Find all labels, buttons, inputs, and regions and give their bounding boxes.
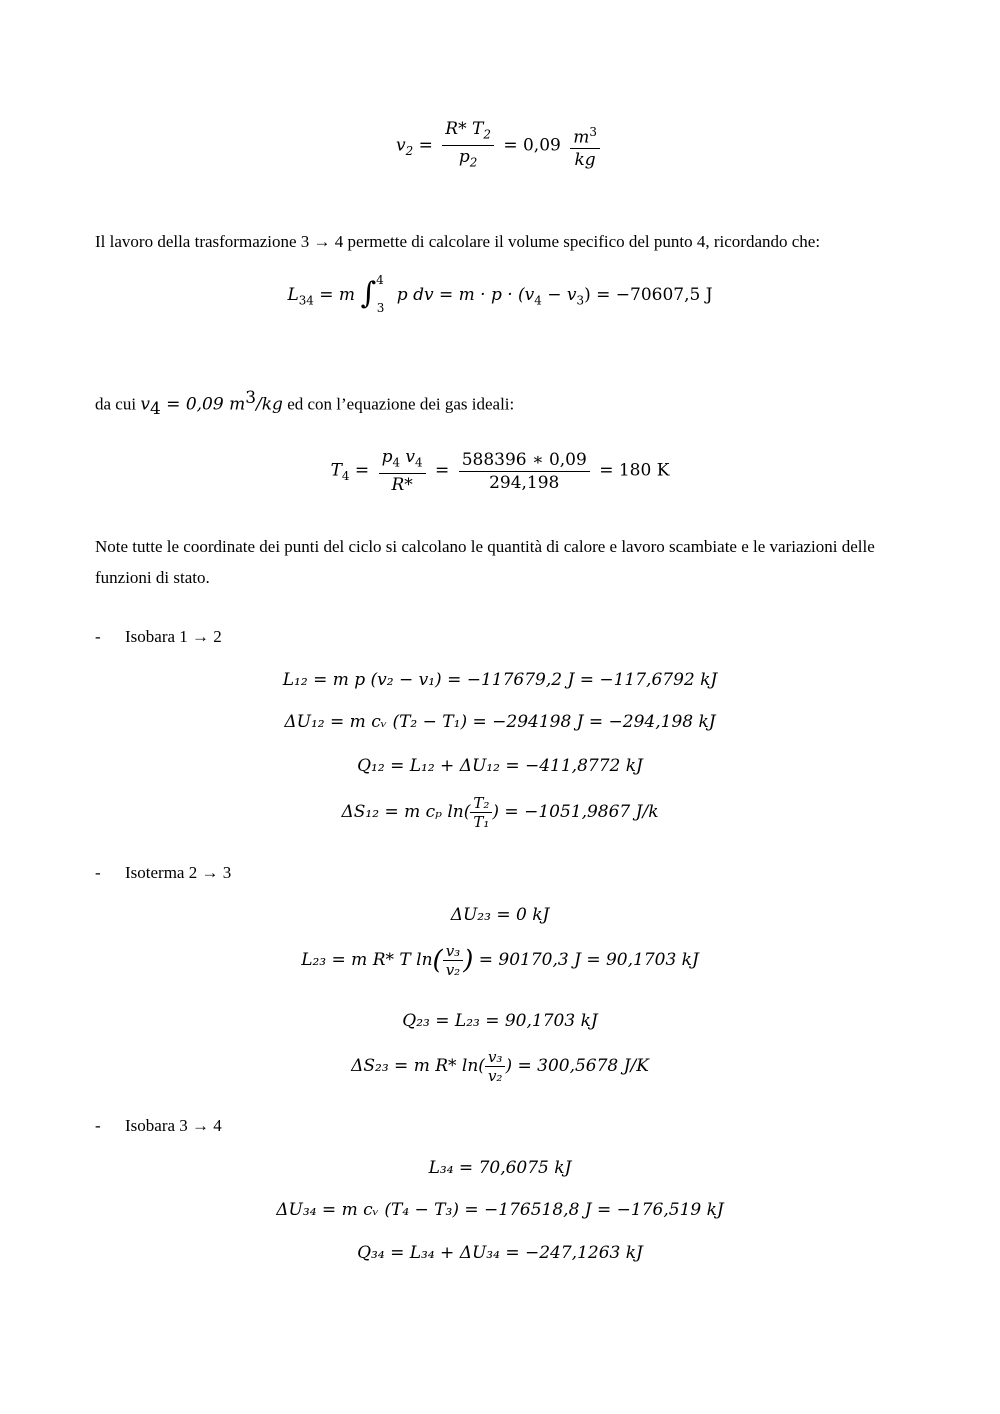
eq-v2-num-sub: 2 [483, 127, 491, 142]
section-1-dash: - [95, 627, 101, 646]
para2-post: ed con l’equazione dei gas ideali: [282, 394, 515, 414]
eq-v2-unit-den: kg [574, 150, 596, 171]
equation-L34-value: L₃₄ = 70,6075 kJ [428, 1158, 572, 1178]
equation-dU34: ΔU₃₄ = m cᵥ (T₄ − T₃) = −176518,8 J = −176,519 kJ [276, 1200, 724, 1220]
eq-v2-fraction [442, 118, 494, 174]
eq-v2-unit [570, 121, 600, 172]
eq-T4-result: = 180 K [599, 460, 670, 481]
eq-dS12-num: T₂ [470, 794, 492, 813]
para2-math: v [140, 394, 150, 415]
eq-L23-post: = 90170,3 J = 90,1703 kJ [473, 950, 699, 970]
eq-T4-num-sub1: 4 [392, 455, 401, 470]
eq-L23-den: v₂ [445, 961, 461, 979]
eq-L34-result: ) = −70607,5 J [584, 285, 713, 305]
section-3-dash: - [95, 1116, 101, 1135]
para2-pre: da cui [95, 394, 141, 414]
eq-v2-lhs: v [396, 135, 406, 156]
eq-L23-rparen: ) [463, 945, 474, 976]
equation-Q12: Q₁₂ = L₁₂ + ΔU₁₂ = −411,8772 kJ [357, 756, 643, 776]
eq-L23-num: v₃ [443, 942, 464, 961]
eq-T4-num: p [381, 447, 393, 467]
equation-dS12 [0, 794, 1000, 831]
equation-dU23: ΔU₂₃ = 0 kJ [450, 905, 550, 925]
equation-T4: $T_4$ = $\frac{p_4 v_4}{R*}$ = $\frac{588396 ∗ 0,09}{294,198}$ = 180 K [330, 447, 670, 496]
eq-T4-den2: 294,198 [489, 472, 560, 493]
eq-v2-unit-sup: 3 [589, 124, 597, 139]
eq-L34-v3-sub: 3 [576, 293, 585, 308]
equation-L12: L₁₂ = m p (v₂ − v₁) = −117679,2 J = −117,6792 kJ [282, 670, 718, 690]
eq-T4-den: R* [391, 475, 413, 496]
eq-L23-frac [443, 942, 464, 979]
equation-dS23 [0, 1048, 1000, 1085]
eq-dS12-den: T₁ [473, 813, 490, 831]
equation-L34 [0, 273, 1000, 315]
eq-v2-den-sub: 2 [469, 155, 478, 170]
eq-T4-num-mid: v [400, 447, 416, 467]
eq-dS12-post: ) = −1051,9867 J/k [492, 802, 659, 822]
eq-L34-mid: = m [319, 285, 356, 305]
eq-L23-lparen: ( [432, 945, 443, 976]
eq-T4-frac1 [379, 446, 426, 496]
section-2-label: Isoterma 2 → 3 [125, 863, 232, 882]
eq-v2-lhs-sub: 2 [405, 143, 414, 158]
eq-L34-lower: 3 [376, 301, 385, 315]
eq-L34-upper: 4 [376, 273, 384, 287]
eq-dS12-frac [470, 794, 492, 831]
eq-v2-unit-num: m [573, 127, 590, 148]
eq-L34-lhs-sub: 34 [298, 293, 314, 308]
eq-L23-pre: L₂₃ = m R* T ln [301, 950, 433, 970]
para2-math-unit: /kg [256, 394, 283, 415]
eq-dS23-pre: ΔS₂₃ = m R* ln( [351, 1056, 485, 1076]
paragraph-1: Il lavoro della trasformazione 3 → 4 permette di calcolare il volume specifico del punto 4, ricordando che: [95, 232, 821, 251]
eq-v2-value: = 0,09 [503, 135, 561, 156]
equation-Q23: Q₂₃ = L₂₃ = 90,1703 kJ [402, 1011, 598, 1031]
para2-math-sup: 3 [245, 388, 257, 408]
paragraph-2 [95, 384, 915, 423]
eq-T4-num2: 588396 ∗ 0,09 [459, 449, 590, 472]
eq-T4-lhs-sub: 4 [341, 469, 350, 484]
eq-L34-lhs: L [287, 285, 299, 305]
section-1-label: Isobara 1 → 2 [125, 627, 222, 646]
eq-dS12-pre: ΔS₁₂ = m cₚ ln( [341, 802, 471, 822]
eq-T4-frac2 [459, 449, 590, 494]
eq-L34-v4-sub: 4 [534, 293, 542, 308]
integral-sign: ∫ [360, 276, 377, 311]
eq-T4-num-sub2: 4 [415, 455, 423, 470]
equation-dU12: ΔU₁₂ = m cᵥ (T₂ − T₁) = −294198 J = −294,198 kJ [284, 712, 716, 732]
eq-T4-lhs: T [330, 460, 342, 481]
eq-L34-body: p dv = m · p · (v [396, 285, 535, 305]
eq-L34-minus: − v [541, 285, 577, 305]
section-3-label: Isobara 3 → 4 [125, 1116, 222, 1135]
eq-dS23-frac [485, 1048, 506, 1085]
eq-dS23-num: v₃ [485, 1048, 506, 1067]
para2-math-sub: 4 [149, 399, 161, 420]
equation-v2: $v_2$ = $\frac{R* T_2}{p_2}$ = 0,09 $\frac{m^3}{kg}$ [0, 118, 1000, 174]
eq-v2-den: p [458, 147, 470, 168]
eq-v2-num: R* T [445, 119, 484, 139]
equation-L23 [0, 942, 1000, 979]
eq-dS23-post: ) = 300,5678 J/K [505, 1056, 649, 1076]
paragraph-3: Note tutte le coordinate dei punti del ciclo si calcolano le quantità di calore e lavoro scambiate e le variazioni delle funzioni di stato. [95, 537, 875, 587]
eq-dS23-den: v₂ [487, 1067, 503, 1085]
section-2-dash: - [95, 863, 101, 882]
equation-Q34: Q₃₄ = L₃₄ + ΔU₃₄ = −247,1263 kJ [357, 1243, 643, 1263]
para2-math-rest: = 0,09 m [160, 394, 246, 415]
